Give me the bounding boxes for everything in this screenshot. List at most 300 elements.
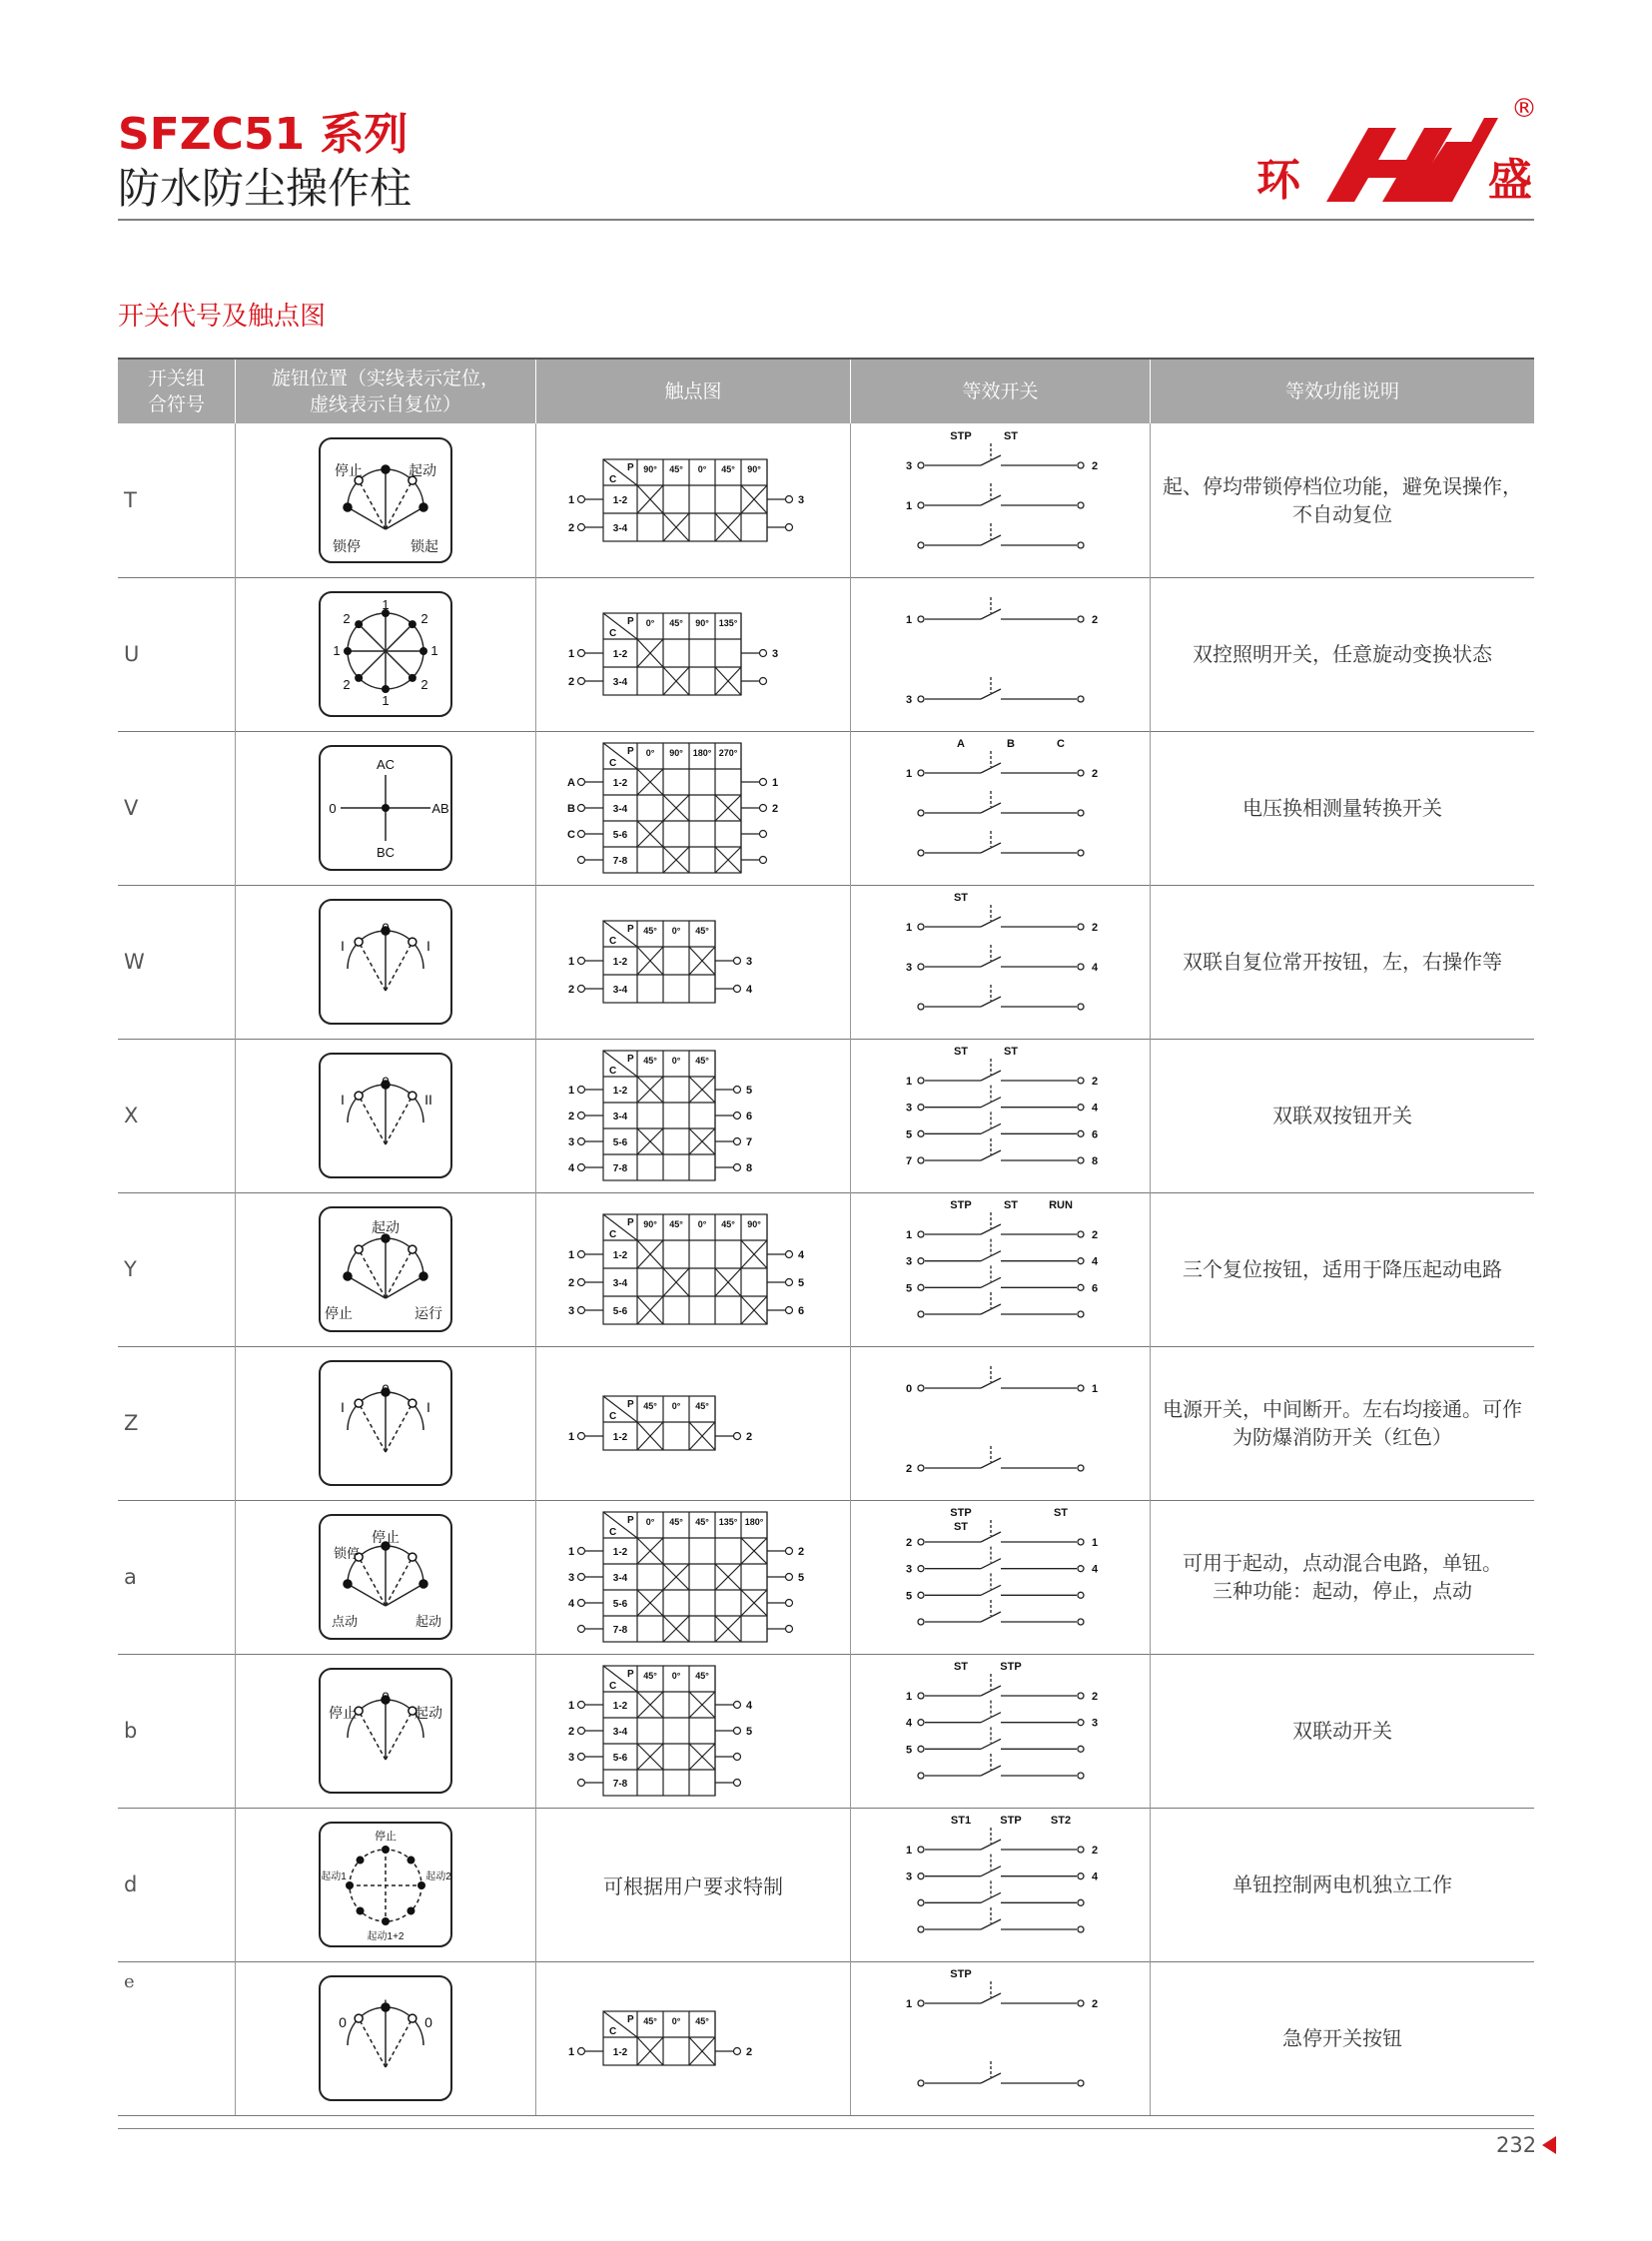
contact-terminal-label: 4 <box>797 1249 805 1261</box>
knob-position-dot <box>409 2014 416 2022</box>
contact-closed-mark <box>637 947 663 975</box>
contact-position-label: 180° <box>744 1517 764 1527</box>
logo-char-right: 盛 <box>1488 155 1532 206</box>
contact-position-label: 0° <box>645 748 655 758</box>
equivalent-label: 2 <box>1091 1845 1098 1857</box>
contact-row-label: 1-2 <box>612 1250 628 1261</box>
equivalent-label: ST <box>953 1521 968 1533</box>
product-title: 防水防尘操作柱 <box>118 164 413 213</box>
contact-closed-mark <box>689 947 715 975</box>
knob-diagram <box>319 1053 452 1178</box>
contact-closed-mark <box>637 821 663 847</box>
contact-cell <box>536 1654 851 1808</box>
contact-terminal-label: 3 <box>567 1752 575 1764</box>
contact-position-label: 90° <box>695 618 709 628</box>
function-description: 电压换相测量转换开关 <box>1242 796 1442 820</box>
contact-closed-mark <box>637 2037 663 2065</box>
contact-diagram <box>543 1963 843 2113</box>
contact-position-label: 45° <box>695 2016 709 2026</box>
equivalent-label: 6 <box>1091 1282 1098 1295</box>
knob-label: 起动1+2 <box>367 1931 405 1942</box>
contact-terminal-label: A <box>567 777 575 789</box>
equivalent-label: 3 <box>1091 1717 1098 1730</box>
knob-label: II <box>424 1092 432 1108</box>
custom-order-note: 可根据用户要求特制 <box>603 1873 783 1898</box>
knob-cell <box>236 1654 536 1808</box>
contact-position-label: 90° <box>643 1219 657 1229</box>
contact-position-label: 45° <box>721 1219 735 1229</box>
contact-closed-mark <box>637 1538 663 1564</box>
contact-closed-mark <box>663 847 689 873</box>
knob-position-dot <box>409 674 416 682</box>
contact-row-label: 1-2 <box>612 2047 628 2058</box>
footer-divider <box>118 2128 1534 2129</box>
contact-cell <box>536 1500 851 1654</box>
knob-position-dot <box>419 1580 427 1588</box>
contact-terminal-label: 5 <box>745 1726 753 1738</box>
contact-cell <box>536 1346 851 1500</box>
contact-closed-mark <box>715 795 741 821</box>
knob-position-dot <box>344 1272 352 1280</box>
contact-row-label: 7-8 <box>612 1779 628 1790</box>
contact-terminal-label: 1 <box>567 1249 575 1261</box>
equivalent-label: 2 <box>1091 1998 1098 2010</box>
contact-row-label: 3-4 <box>612 1112 628 1122</box>
equivalent-label: RUN <box>1048 1199 1073 1211</box>
contact-position-label: 45° <box>643 926 657 936</box>
equivalent-label: 2 <box>1091 768 1098 780</box>
switch-code: Z <box>118 1346 236 1500</box>
equivalent-label: 3 <box>905 962 912 974</box>
knob-position-dot <box>355 620 363 628</box>
contact-terminal-label: 6 <box>745 1111 753 1122</box>
contact-terminal-label: 3 <box>567 1305 575 1317</box>
contact-terminal-label: 5 <box>797 1277 805 1289</box>
contact-terminal-label: B <box>567 803 575 815</box>
contact-position-label: 135° <box>718 1517 738 1527</box>
contact-closed-mark <box>689 2037 715 2065</box>
knob-position-dot <box>419 1272 427 1280</box>
knob-position-dot <box>355 1399 363 1407</box>
knob-position-dot <box>419 647 427 655</box>
equivalent-switch-diagram <box>901 425 1101 575</box>
table-row <box>118 1500 1534 1655</box>
contact-terminal-label: 3 <box>745 956 753 968</box>
knob-position-dot <box>355 938 363 946</box>
contact-row-label: 5-6 <box>612 830 628 841</box>
knob-position-dot <box>417 1881 425 1889</box>
contact-row-label: 5-6 <box>612 1137 628 1148</box>
contact-row-label: 1-2 <box>612 1432 628 1443</box>
equivalent-switch-diagram <box>901 733 1101 883</box>
knob-position-dot <box>419 503 427 511</box>
contact-position-label: 0° <box>645 618 655 628</box>
contact-diagram <box>543 1656 843 1806</box>
contact-row-label: 1-2 <box>612 649 628 660</box>
equivalent-label: ST1 <box>950 1815 971 1827</box>
knob-position-dot <box>355 1092 363 1100</box>
series-title: SFZC51 系列 <box>118 109 409 160</box>
equivalent-cell <box>851 731 1151 885</box>
brand-logo <box>1256 94 1541 210</box>
contact-corner-c: C <box>609 1066 617 1077</box>
contact-closed-mark <box>715 513 741 541</box>
contact-closed-mark <box>741 1590 767 1616</box>
contact-closed-mark <box>663 1616 689 1642</box>
knob-cell <box>236 577 536 731</box>
equivalent-label: ST <box>1003 430 1018 442</box>
contact-position-label: 135° <box>718 618 738 628</box>
equivalent-label: 0 <box>905 1383 912 1395</box>
equivalent-label: 3 <box>905 1102 912 1115</box>
equivalent-label: 1 <box>1091 1383 1098 1395</box>
knob-label: 0 <box>424 2014 432 2030</box>
knob-label: 停止 <box>375 1831 397 1843</box>
knob-label: 0 <box>382 1074 390 1090</box>
contact-position-label: 45° <box>695 1401 709 1411</box>
equivalent-label: 6 <box>1091 1128 1098 1141</box>
contact-row-label: 3-4 <box>612 1727 628 1738</box>
function-description: 双联双按钮开关 <box>1272 1104 1412 1127</box>
contact-terminal-label: 6 <box>797 1305 805 1317</box>
knob-label: 运行 <box>414 1305 442 1321</box>
knob-position-dot <box>409 620 416 628</box>
knob-diagram <box>319 1360 452 1486</box>
contact-row-label: 3-4 <box>612 677 628 688</box>
contact-closed-mark <box>637 1240 663 1268</box>
contact-position-label: 0° <box>645 1517 655 1527</box>
knob-label: AC <box>376 757 396 772</box>
equivalent-switch-diagram <box>901 1502 1101 1652</box>
equivalent-label: A <box>956 738 965 750</box>
table-row <box>118 1192 1534 1347</box>
equivalent-label: 1 <box>905 1691 912 1703</box>
knob-label: 锁停 <box>333 538 361 554</box>
contact-position-label: 180° <box>692 748 712 758</box>
contact-terminal-label: 1 <box>567 956 575 968</box>
knob-label: I <box>341 1399 345 1415</box>
contact-corner-c: C <box>609 628 617 639</box>
knob-position-dot <box>344 503 352 511</box>
switch-code: W <box>118 885 236 1039</box>
contact-closed-mark <box>741 1296 767 1324</box>
contact-closed-mark <box>637 639 663 667</box>
equivalent-cell <box>851 423 1151 577</box>
contact-corner-c: C <box>609 1411 617 1422</box>
contact-position-label: 45° <box>669 464 683 474</box>
switch-code: U <box>118 577 236 731</box>
contact-terminal-label: 1 <box>567 648 575 660</box>
contact-terminal-label: C <box>567 829 575 841</box>
knob-label: I <box>426 938 430 954</box>
knob-diagram <box>319 1822 452 1947</box>
contact-diagram <box>543 1194 843 1344</box>
contact-corner-p: P <box>627 462 634 473</box>
contact-terminal-label: 4 <box>567 1598 575 1610</box>
equivalent-switch-diagram <box>901 887 1101 1037</box>
knob-position-dot <box>382 1846 390 1854</box>
contact-position-label: 45° <box>669 1219 683 1229</box>
equivalent-label: STP <box>949 1507 972 1519</box>
logo-char-left: 环 <box>1256 155 1300 206</box>
contact-diagram <box>543 1348 843 1498</box>
knob-label: 锁起 <box>411 538 438 554</box>
contact-corner-c: C <box>609 758 617 769</box>
function-description: 双联自复位常开按钮，左，右操作等 <box>1183 950 1502 974</box>
contact-row-label: 1-2 <box>612 1701 628 1712</box>
equivalent-label: STP <box>999 1661 1022 1673</box>
header-divider <box>118 219 1534 221</box>
knob-position-dot <box>409 1399 416 1407</box>
knob-label: 起动 <box>414 1705 442 1721</box>
knob-diagram <box>319 591 452 717</box>
equivalent-label: 1 <box>905 1076 912 1088</box>
knob-position-dot <box>382 1917 390 1925</box>
equivalent-label: ST <box>1003 1046 1018 1058</box>
contact-corner-p: P <box>627 616 634 627</box>
contact-corner-c: C <box>609 1229 617 1240</box>
contact-closed-mark <box>663 667 689 695</box>
contact-cell <box>536 1039 851 1192</box>
contact-terminal-label: 3 <box>771 648 779 660</box>
function-description: 双联动开关 <box>1292 1719 1392 1743</box>
equivalent-cell <box>851 1654 1151 1808</box>
equivalent-cell <box>851 1346 1151 1500</box>
contact-closed-mark <box>637 1296 663 1324</box>
contact-row-label: 7-8 <box>612 856 628 867</box>
contact-position-label: 0° <box>697 464 707 474</box>
contact-position-label: 0° <box>671 2016 681 2026</box>
contact-corner-p: P <box>627 746 634 757</box>
contact-position-label: 45° <box>695 1056 709 1066</box>
contact-terminal-label: 2 <box>745 2046 753 2058</box>
contact-diagram <box>543 733 843 883</box>
knob-label: 1 <box>430 643 438 658</box>
contact-corner-c: C <box>609 2026 617 2037</box>
knob-label: 停止 <box>329 1705 357 1721</box>
knob-label: 2 <box>420 677 428 692</box>
equivalent-label: 1 <box>905 1229 912 1241</box>
equivalent-label: 3 <box>905 1255 912 1268</box>
equivalent-cell <box>851 885 1151 1039</box>
contact-corner-c: C <box>609 1527 617 1538</box>
knob-cell <box>236 731 536 885</box>
contact-closed-mark <box>637 1128 663 1154</box>
table-row <box>118 731 1534 886</box>
contact-closed-mark <box>741 485 767 513</box>
knob-label: 0 <box>382 1381 390 1397</box>
contact-cell <box>536 1808 851 1961</box>
knob-label: AB <box>431 801 449 816</box>
knob-position-dot <box>355 1245 363 1253</box>
contact-closed-mark <box>741 1240 767 1268</box>
knob-cell <box>236 1192 536 1346</box>
contact-closed-mark <box>663 1564 689 1590</box>
equivalent-switch-diagram <box>901 1194 1101 1344</box>
contact-diagram <box>543 579 843 729</box>
contact-row-label: 7-8 <box>612 1625 628 1636</box>
equivalent-label: 1 <box>905 614 912 626</box>
equivalent-switch-diagram <box>901 1963 1101 2113</box>
contact-cell <box>536 1192 851 1346</box>
contact-terminal-label: 8 <box>745 1162 753 1174</box>
contact-diagram <box>543 1041 843 1190</box>
knob-diagram <box>319 1206 452 1332</box>
function-description: 电源开关，中间断开。左右均接通。可作 为防爆消防开关（红色） <box>1163 1397 1522 1449</box>
contact-closed-mark <box>741 1538 767 1564</box>
contact-closed-mark <box>663 1268 689 1296</box>
equivalent-label: ST <box>953 1046 968 1058</box>
knob-label: 锁停 <box>333 1546 361 1561</box>
contact-position-label: 0° <box>671 1401 681 1411</box>
knob-diagram <box>319 1668 452 1794</box>
equivalent-label: 3 <box>905 1563 912 1576</box>
contact-terminal-label: 3 <box>567 1572 575 1584</box>
contact-closed-mark <box>637 1692 663 1718</box>
equivalent-label: STP <box>949 1199 972 1211</box>
equivalent-label: 2 <box>1091 922 1098 934</box>
contact-terminal-label: 3 <box>797 494 805 506</box>
knob-label: 0 <box>382 1689 390 1705</box>
knob-cell <box>236 1039 536 1192</box>
equivalent-switch-diagram <box>901 579 1101 729</box>
contact-corner-c: C <box>609 936 617 947</box>
equivalent-label: ST <box>953 1661 968 1673</box>
switch-code: T <box>118 423 236 577</box>
equivalent-switch-diagram <box>901 1348 1101 1498</box>
knob-cell <box>236 1500 536 1654</box>
equivalent-cell <box>851 1961 1151 2115</box>
contact-row-label: 1-2 <box>612 957 628 968</box>
contact-terminal-label: 2 <box>567 1277 575 1289</box>
function-description: 急停开关按钮 <box>1282 2026 1402 2050</box>
contact-position-label: 270° <box>718 748 738 758</box>
equivalent-label: 4 <box>1091 1255 1098 1268</box>
contact-corner-p: P <box>627 2014 634 2025</box>
equivalent-cell <box>851 1808 1151 1961</box>
function-description: 双控照明开关，任意旋动变换状态 <box>1193 642 1492 666</box>
contact-cell <box>536 885 851 1039</box>
contact-corner-p: P <box>627 1399 634 1410</box>
knob-position-dot <box>409 938 416 946</box>
equivalent-label: 4 <box>1091 1563 1098 1576</box>
equivalent-cell <box>851 577 1151 731</box>
knob-label: 1 <box>382 693 390 708</box>
contact-row-label: 3-4 <box>612 1573 628 1584</box>
contact-position-label: 90° <box>747 1219 761 1229</box>
knob-label: I <box>341 1092 345 1108</box>
equivalent-label: C <box>1056 738 1065 750</box>
contact-closed-mark <box>637 769 663 795</box>
equivalent-label: 4 <box>1091 962 1098 974</box>
knob-position-dot <box>344 647 352 655</box>
knob-position-dot <box>346 1881 354 1889</box>
contact-closed-mark <box>689 1128 715 1154</box>
contact-cell <box>536 731 851 885</box>
equivalent-label: 5 <box>905 1744 912 1757</box>
contact-terminal-label: 1 <box>567 1085 575 1097</box>
registered-mark: ® <box>1511 94 1537 124</box>
knob-label: 2 <box>343 677 351 692</box>
knob-position-dot <box>355 2014 363 2022</box>
equivalent-label: STP <box>999 1815 1022 1827</box>
knob-label: 起动2 <box>425 1871 451 1882</box>
equivalent-cell <box>851 1039 1151 1192</box>
contact-row-label: 1-2 <box>612 1086 628 1097</box>
contact-position-label: 45° <box>695 926 709 936</box>
contact-terminal-label: 4 <box>745 1700 753 1712</box>
equivalent-label: 4 <box>1091 1102 1098 1115</box>
table-row <box>118 1039 1534 1193</box>
knob-diagram <box>319 745 452 871</box>
table-header <box>118 358 1534 423</box>
knob-position-dot <box>407 1857 414 1865</box>
equivalent-label: 5 <box>905 1128 912 1141</box>
header-knob: 旋钮位置（实线表示定位， 虚线表示自复位） <box>236 360 536 423</box>
contact-terminal-label: 2 <box>567 1726 575 1738</box>
switch-code: e <box>118 1961 236 2115</box>
contact-corner-c: C <box>609 1681 617 1692</box>
contact-corner-p: P <box>627 1669 634 1680</box>
contact-closed-mark <box>715 847 741 873</box>
contact-row-label: 1-2 <box>612 1547 628 1558</box>
contact-cell <box>536 1961 851 2115</box>
switch-code: d <box>118 1808 236 1961</box>
contact-diagram <box>543 887 843 1037</box>
contact-diagram <box>543 1502 843 1652</box>
knob-label: 停止 <box>372 1529 400 1545</box>
equivalent-label: ST <box>1003 1199 1018 1211</box>
equivalent-cell <box>851 1192 1151 1346</box>
switch-code: X <box>118 1039 236 1192</box>
contact-closed-mark <box>715 667 741 695</box>
knob-diagram <box>319 1514 452 1640</box>
contact-position-label: 45° <box>643 2016 657 2026</box>
contact-closed-mark <box>715 1268 741 1296</box>
contact-terminal-label: 1 <box>567 494 575 506</box>
contact-closed-mark <box>637 1422 663 1450</box>
knob-position-dot <box>357 1906 365 1914</box>
table-row <box>118 1808 1534 1962</box>
knob-position-dot <box>357 1857 365 1865</box>
contact-row-label: 5-6 <box>612 1306 628 1317</box>
equivalent-label: 1 <box>905 500 912 512</box>
equivalent-label: 7 <box>905 1155 912 1167</box>
contact-terminal-label: 1 <box>567 1546 575 1558</box>
contact-closed-mark <box>689 1077 715 1103</box>
equivalent-label: B <box>1006 738 1015 750</box>
contact-terminal-label: 7 <box>745 1136 753 1148</box>
equivalent-label: 8 <box>1091 1155 1098 1167</box>
contact-terminal-label: 1 <box>771 777 779 789</box>
equivalent-label: 2 <box>905 1537 912 1549</box>
table-row <box>118 577 1534 732</box>
equivalent-label: ST <box>1053 1507 1068 1519</box>
header-code: 开关组 合符号 <box>118 360 236 423</box>
knob-cell <box>236 1961 536 2115</box>
contact-closed-mark <box>715 1616 741 1642</box>
equivalent-label: 2 <box>905 1463 912 1475</box>
knob-position-dot <box>355 674 363 682</box>
switch-code: Y <box>118 1192 236 1346</box>
contact-position-label: 45° <box>721 464 735 474</box>
equivalent-label: ST <box>953 892 968 904</box>
contact-corner-p: P <box>627 1217 634 1228</box>
contact-terminal-label: 2 <box>797 1546 805 1558</box>
equivalent-label: 1 <box>905 1845 912 1857</box>
contact-closed-mark <box>689 1744 715 1770</box>
contact-terminal-label: 4 <box>567 1162 575 1174</box>
